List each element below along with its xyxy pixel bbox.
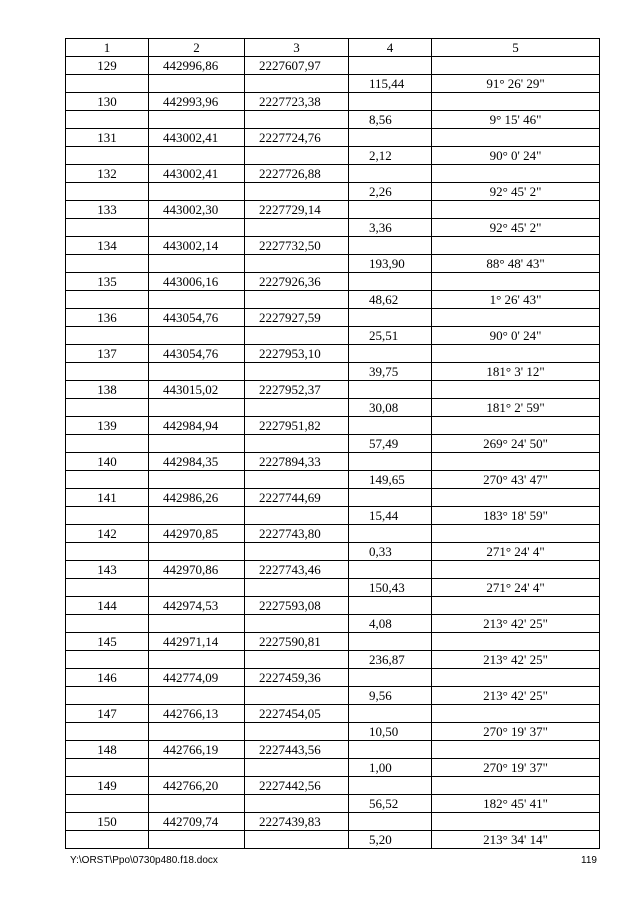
distance-cell: 15,44 [349, 507, 432, 525]
x-coordinate-cell: 442974,53 [149, 597, 245, 615]
table-row [66, 57, 600, 75]
point-number-cell [66, 327, 149, 345]
y-coordinate-cell: 2227459,36 [245, 669, 349, 687]
bearing-cell [432, 597, 600, 615]
point-number-cell [66, 543, 149, 561]
distance-cell [349, 345, 432, 363]
point-number-cell [66, 759, 149, 777]
header-col-4: 4 [349, 39, 432, 57]
bearing-cell [432, 453, 600, 471]
y-coordinate-cell: 2227951,82 [245, 417, 349, 435]
point-number-cell [66, 363, 149, 381]
distance-cell [349, 93, 432, 111]
y-coordinate-cell [245, 111, 349, 129]
point-number-cell: 142 [66, 525, 149, 543]
point-number-cell [66, 507, 149, 525]
bearing-cell [432, 345, 600, 363]
y-coordinate-cell [245, 291, 349, 309]
point-number-cell: 141 [66, 489, 149, 507]
point-number-cell: 129 [66, 57, 149, 75]
bearing-cell [432, 165, 600, 183]
distance-cell: 56,52 [349, 795, 432, 813]
x-coordinate-cell [149, 111, 245, 129]
x-coordinate-cell: 443002,14 [149, 237, 245, 255]
point-number-cell [66, 579, 149, 597]
table-row [66, 813, 600, 831]
point-number-cell: 143 [66, 561, 149, 579]
distance-cell: 236,87 [349, 651, 432, 669]
x-coordinate-cell [149, 579, 245, 597]
table-row [66, 831, 600, 849]
footer-file-path: Y:\ORST\Ppo\0730p480.f18.docx [70, 855, 218, 866]
y-coordinate-cell [245, 615, 349, 633]
point-number-cell: 134 [66, 237, 149, 255]
distance-cell: 57,49 [349, 435, 432, 453]
bearing-cell: 271° 24' 4" [432, 543, 600, 561]
x-coordinate-cell [149, 507, 245, 525]
distance-cell [349, 165, 432, 183]
point-number-cell [66, 219, 149, 237]
x-coordinate-cell: 443002,30 [149, 201, 245, 219]
y-coordinate-cell [245, 255, 349, 273]
bearing-cell: 90° 0' 24" [432, 327, 600, 345]
distance-cell [349, 813, 432, 831]
x-coordinate-cell: 442993,96 [149, 93, 245, 111]
x-coordinate-cell [149, 651, 245, 669]
table-row [66, 273, 600, 291]
point-number-cell [66, 255, 149, 273]
bearing-cell: 270° 19' 37" [432, 723, 600, 741]
x-coordinate-cell [149, 435, 245, 453]
y-coordinate-cell [245, 219, 349, 237]
coordinates-table [65, 38, 600, 849]
point-number-cell [66, 795, 149, 813]
table-row [66, 759, 600, 777]
table-row [66, 543, 600, 561]
distance-cell: 30,08 [349, 399, 432, 417]
point-number-cell: 137 [66, 345, 149, 363]
distance-cell [349, 561, 432, 579]
distance-cell: 2,12 [349, 147, 432, 165]
distance-cell [349, 525, 432, 543]
x-coordinate-cell: 442996,86 [149, 57, 245, 75]
bearing-cell: 91° 26' 29" [432, 75, 600, 93]
table-row [66, 615, 600, 633]
y-coordinate-cell [245, 831, 349, 849]
bearing-cell: 213° 42' 25" [432, 651, 600, 669]
point-number-cell [66, 183, 149, 201]
distance-cell: 193,90 [349, 255, 432, 273]
y-coordinate-cell [245, 759, 349, 777]
table-row [66, 435, 600, 453]
y-coordinate-cell: 2227926,36 [245, 273, 349, 291]
bearing-cell: 213° 42' 25" [432, 687, 600, 705]
x-coordinate-cell: 442984,94 [149, 417, 245, 435]
x-coordinate-cell: 442970,85 [149, 525, 245, 543]
y-coordinate-cell: 2227607,97 [245, 57, 349, 75]
y-coordinate-cell [245, 399, 349, 417]
distance-cell [349, 57, 432, 75]
y-coordinate-cell: 2227724,76 [245, 129, 349, 147]
table-row [66, 723, 600, 741]
table-row [66, 579, 600, 597]
x-coordinate-cell: 442984,35 [149, 453, 245, 471]
bearing-cell: 182° 45' 41" [432, 795, 600, 813]
table-row [66, 165, 600, 183]
table-row [66, 795, 600, 813]
bearing-cell: 270° 19' 37" [432, 759, 600, 777]
distance-cell [349, 273, 432, 291]
table-header-row [66, 39, 600, 57]
x-coordinate-cell [149, 615, 245, 633]
distance-cell: 2,26 [349, 183, 432, 201]
distance-cell: 39,75 [349, 363, 432, 381]
y-coordinate-cell [245, 327, 349, 345]
distance-cell: 1,00 [349, 759, 432, 777]
table-row [66, 705, 600, 723]
table-row [66, 525, 600, 543]
distance-cell: 10,50 [349, 723, 432, 741]
table-row [66, 129, 600, 147]
x-coordinate-cell [149, 219, 245, 237]
point-number-cell [66, 687, 149, 705]
bearing-cell [432, 93, 600, 111]
point-number-cell: 135 [66, 273, 149, 291]
table-row [66, 93, 600, 111]
y-coordinate-cell: 2227952,37 [245, 381, 349, 399]
distance-cell [349, 705, 432, 723]
y-coordinate-cell: 2227723,38 [245, 93, 349, 111]
x-coordinate-cell [149, 255, 245, 273]
table-row [66, 489, 600, 507]
point-number-cell [66, 615, 149, 633]
y-coordinate-cell: 2227726,88 [245, 165, 349, 183]
table-row [66, 651, 600, 669]
point-number-cell: 147 [66, 705, 149, 723]
distance-cell: 150,43 [349, 579, 432, 597]
point-number-cell: 145 [66, 633, 149, 651]
y-coordinate-cell [245, 471, 349, 489]
distance-cell [349, 669, 432, 687]
header-col-1: 1 [66, 39, 149, 57]
distance-cell [349, 633, 432, 651]
point-number-cell [66, 291, 149, 309]
point-number-cell: 149 [66, 777, 149, 795]
point-number-cell: 144 [66, 597, 149, 615]
point-number-cell: 148 [66, 741, 149, 759]
header-col-5: 5 [432, 39, 600, 57]
point-number-cell: 140 [66, 453, 149, 471]
bearing-cell [432, 273, 600, 291]
header-col-2: 2 [149, 39, 245, 57]
distance-cell: 0,33 [349, 543, 432, 561]
table-row [66, 363, 600, 381]
x-coordinate-cell: 442766,13 [149, 705, 245, 723]
distance-cell: 25,51 [349, 327, 432, 345]
y-coordinate-cell [245, 363, 349, 381]
table-row [66, 309, 600, 327]
y-coordinate-cell [245, 507, 349, 525]
table-row [66, 345, 600, 363]
bearing-cell [432, 669, 600, 687]
x-coordinate-cell [149, 759, 245, 777]
point-number-cell [66, 723, 149, 741]
x-coordinate-cell [149, 471, 245, 489]
bearing-cell: 181° 2' 59" [432, 399, 600, 417]
point-number-cell [66, 75, 149, 93]
distance-cell: 4,08 [349, 615, 432, 633]
y-coordinate-cell: 2227593,08 [245, 597, 349, 615]
bearing-cell [432, 417, 600, 435]
bearing-cell: 1° 26' 43" [432, 291, 600, 309]
distance-cell [349, 597, 432, 615]
table-row [66, 147, 600, 165]
x-coordinate-cell: 442986,26 [149, 489, 245, 507]
table-row [66, 633, 600, 651]
x-coordinate-cell: 443054,76 [149, 309, 245, 327]
y-coordinate-cell [245, 435, 349, 453]
x-coordinate-cell [149, 543, 245, 561]
y-coordinate-cell [245, 651, 349, 669]
y-coordinate-cell: 2227744,69 [245, 489, 349, 507]
y-coordinate-cell [245, 795, 349, 813]
bearing-cell [432, 705, 600, 723]
point-number-cell: 146 [66, 669, 149, 687]
bearing-cell [432, 525, 600, 543]
y-coordinate-cell: 2227732,50 [245, 237, 349, 255]
distance-cell [349, 237, 432, 255]
bearing-cell [432, 57, 600, 75]
point-number-cell: 130 [66, 93, 149, 111]
y-coordinate-cell: 2227443,56 [245, 741, 349, 759]
y-coordinate-cell [245, 687, 349, 705]
table-row [66, 219, 600, 237]
table-row [66, 183, 600, 201]
y-coordinate-cell [245, 579, 349, 597]
table-row [66, 471, 600, 489]
bearing-cell [432, 201, 600, 219]
bearing-cell: 270° 43' 47" [432, 471, 600, 489]
table-row [66, 777, 600, 795]
y-coordinate-cell: 2227729,14 [245, 201, 349, 219]
y-coordinate-cell: 2227894,33 [245, 453, 349, 471]
bearing-cell: 213° 34' 14" [432, 831, 600, 849]
y-coordinate-cell: 2227439,83 [245, 813, 349, 831]
y-coordinate-cell [245, 543, 349, 561]
table-row [66, 255, 600, 273]
x-coordinate-cell [149, 831, 245, 849]
distance-cell [349, 489, 432, 507]
bearing-cell [432, 309, 600, 327]
bearing-cell: 92° 45' 2" [432, 219, 600, 237]
x-coordinate-cell [149, 687, 245, 705]
point-number-cell [66, 399, 149, 417]
bearing-cell [432, 777, 600, 795]
table-row [66, 687, 600, 705]
table-row [66, 201, 600, 219]
table-row [66, 111, 600, 129]
header-col-3: 3 [245, 39, 349, 57]
table-row [66, 453, 600, 471]
distance-cell: 115,44 [349, 75, 432, 93]
table-row [66, 741, 600, 759]
x-coordinate-cell [149, 75, 245, 93]
distance-cell: 8,56 [349, 111, 432, 129]
bearing-cell [432, 561, 600, 579]
point-number-cell: 138 [66, 381, 149, 399]
x-coordinate-cell: 442766,19 [149, 741, 245, 759]
table-row [66, 399, 600, 417]
point-number-cell [66, 831, 149, 849]
bearing-cell [432, 741, 600, 759]
footer-page-number: 119 [581, 855, 597, 866]
distance-cell [349, 453, 432, 471]
y-coordinate-cell: 2227590,81 [245, 633, 349, 651]
bearing-cell: 9° 15' 46" [432, 111, 600, 129]
table-row [66, 597, 600, 615]
x-coordinate-cell: 442709,74 [149, 813, 245, 831]
bearing-cell: 92° 45' 2" [432, 183, 600, 201]
distance-cell [349, 129, 432, 147]
table-row [66, 669, 600, 687]
bearing-cell [432, 129, 600, 147]
table-row [66, 381, 600, 399]
point-number-cell: 136 [66, 309, 149, 327]
bearing-cell: 213° 42' 25" [432, 615, 600, 633]
x-coordinate-cell [149, 147, 245, 165]
y-coordinate-cell [245, 183, 349, 201]
y-coordinate-cell: 2227927,59 [245, 309, 349, 327]
y-coordinate-cell: 2227743,80 [245, 525, 349, 543]
distance-cell: 5,20 [349, 831, 432, 849]
point-number-cell [66, 147, 149, 165]
table-row [66, 507, 600, 525]
distance-cell: 48,62 [349, 291, 432, 309]
x-coordinate-cell: 442766,20 [149, 777, 245, 795]
x-coordinate-cell [149, 363, 245, 381]
x-coordinate-cell: 443002,41 [149, 129, 245, 147]
distance-cell [349, 201, 432, 219]
point-number-cell: 132 [66, 165, 149, 183]
distance-cell: 9,56 [349, 687, 432, 705]
table-row [66, 75, 600, 93]
y-coordinate-cell: 2227953,10 [245, 345, 349, 363]
distance-cell: 3,36 [349, 219, 432, 237]
point-number-cell [66, 111, 149, 129]
bearing-cell: 88° 48' 43" [432, 255, 600, 273]
table-row [66, 291, 600, 309]
point-number-cell [66, 471, 149, 489]
bearing-cell: 269° 24' 50" [432, 435, 600, 453]
bearing-cell: 183° 18' 59" [432, 507, 600, 525]
distance-cell [349, 309, 432, 327]
y-coordinate-cell [245, 75, 349, 93]
x-coordinate-cell: 442774,09 [149, 669, 245, 687]
distance-cell [349, 381, 432, 399]
distance-cell: 149,65 [349, 471, 432, 489]
x-coordinate-cell [149, 291, 245, 309]
x-coordinate-cell [149, 795, 245, 813]
x-coordinate-cell: 443015,02 [149, 381, 245, 399]
table-row [66, 561, 600, 579]
bearing-cell [432, 237, 600, 255]
point-number-cell [66, 435, 149, 453]
y-coordinate-cell: 2227743,46 [245, 561, 349, 579]
bearing-cell [432, 489, 600, 507]
point-number-cell: 150 [66, 813, 149, 831]
bearing-cell [432, 633, 600, 651]
point-number-cell: 139 [66, 417, 149, 435]
x-coordinate-cell: 442970,86 [149, 561, 245, 579]
y-coordinate-cell [245, 147, 349, 165]
table-row [66, 327, 600, 345]
bearing-cell: 90° 0' 24" [432, 147, 600, 165]
x-coordinate-cell [149, 723, 245, 741]
distance-cell [349, 741, 432, 759]
bearing-cell: 271° 24' 4" [432, 579, 600, 597]
x-coordinate-cell: 443006,16 [149, 273, 245, 291]
table-row [66, 237, 600, 255]
point-number-cell: 131 [66, 129, 149, 147]
bearing-cell [432, 813, 600, 831]
bearing-cell: 181° 3' 12" [432, 363, 600, 381]
y-coordinate-cell [245, 723, 349, 741]
x-coordinate-cell [149, 183, 245, 201]
distance-cell [349, 417, 432, 435]
table-row [66, 417, 600, 435]
x-coordinate-cell: 442971,14 [149, 633, 245, 651]
x-coordinate-cell [149, 399, 245, 417]
point-number-cell: 133 [66, 201, 149, 219]
y-coordinate-cell: 2227454,05 [245, 705, 349, 723]
x-coordinate-cell: 443002,41 [149, 165, 245, 183]
bearing-cell [432, 381, 600, 399]
x-coordinate-cell: 443054,76 [149, 345, 245, 363]
distance-cell [349, 777, 432, 795]
y-coordinate-cell: 2227442,56 [245, 777, 349, 795]
x-coordinate-cell [149, 327, 245, 345]
point-number-cell [66, 651, 149, 669]
table-body [66, 57, 600, 849]
